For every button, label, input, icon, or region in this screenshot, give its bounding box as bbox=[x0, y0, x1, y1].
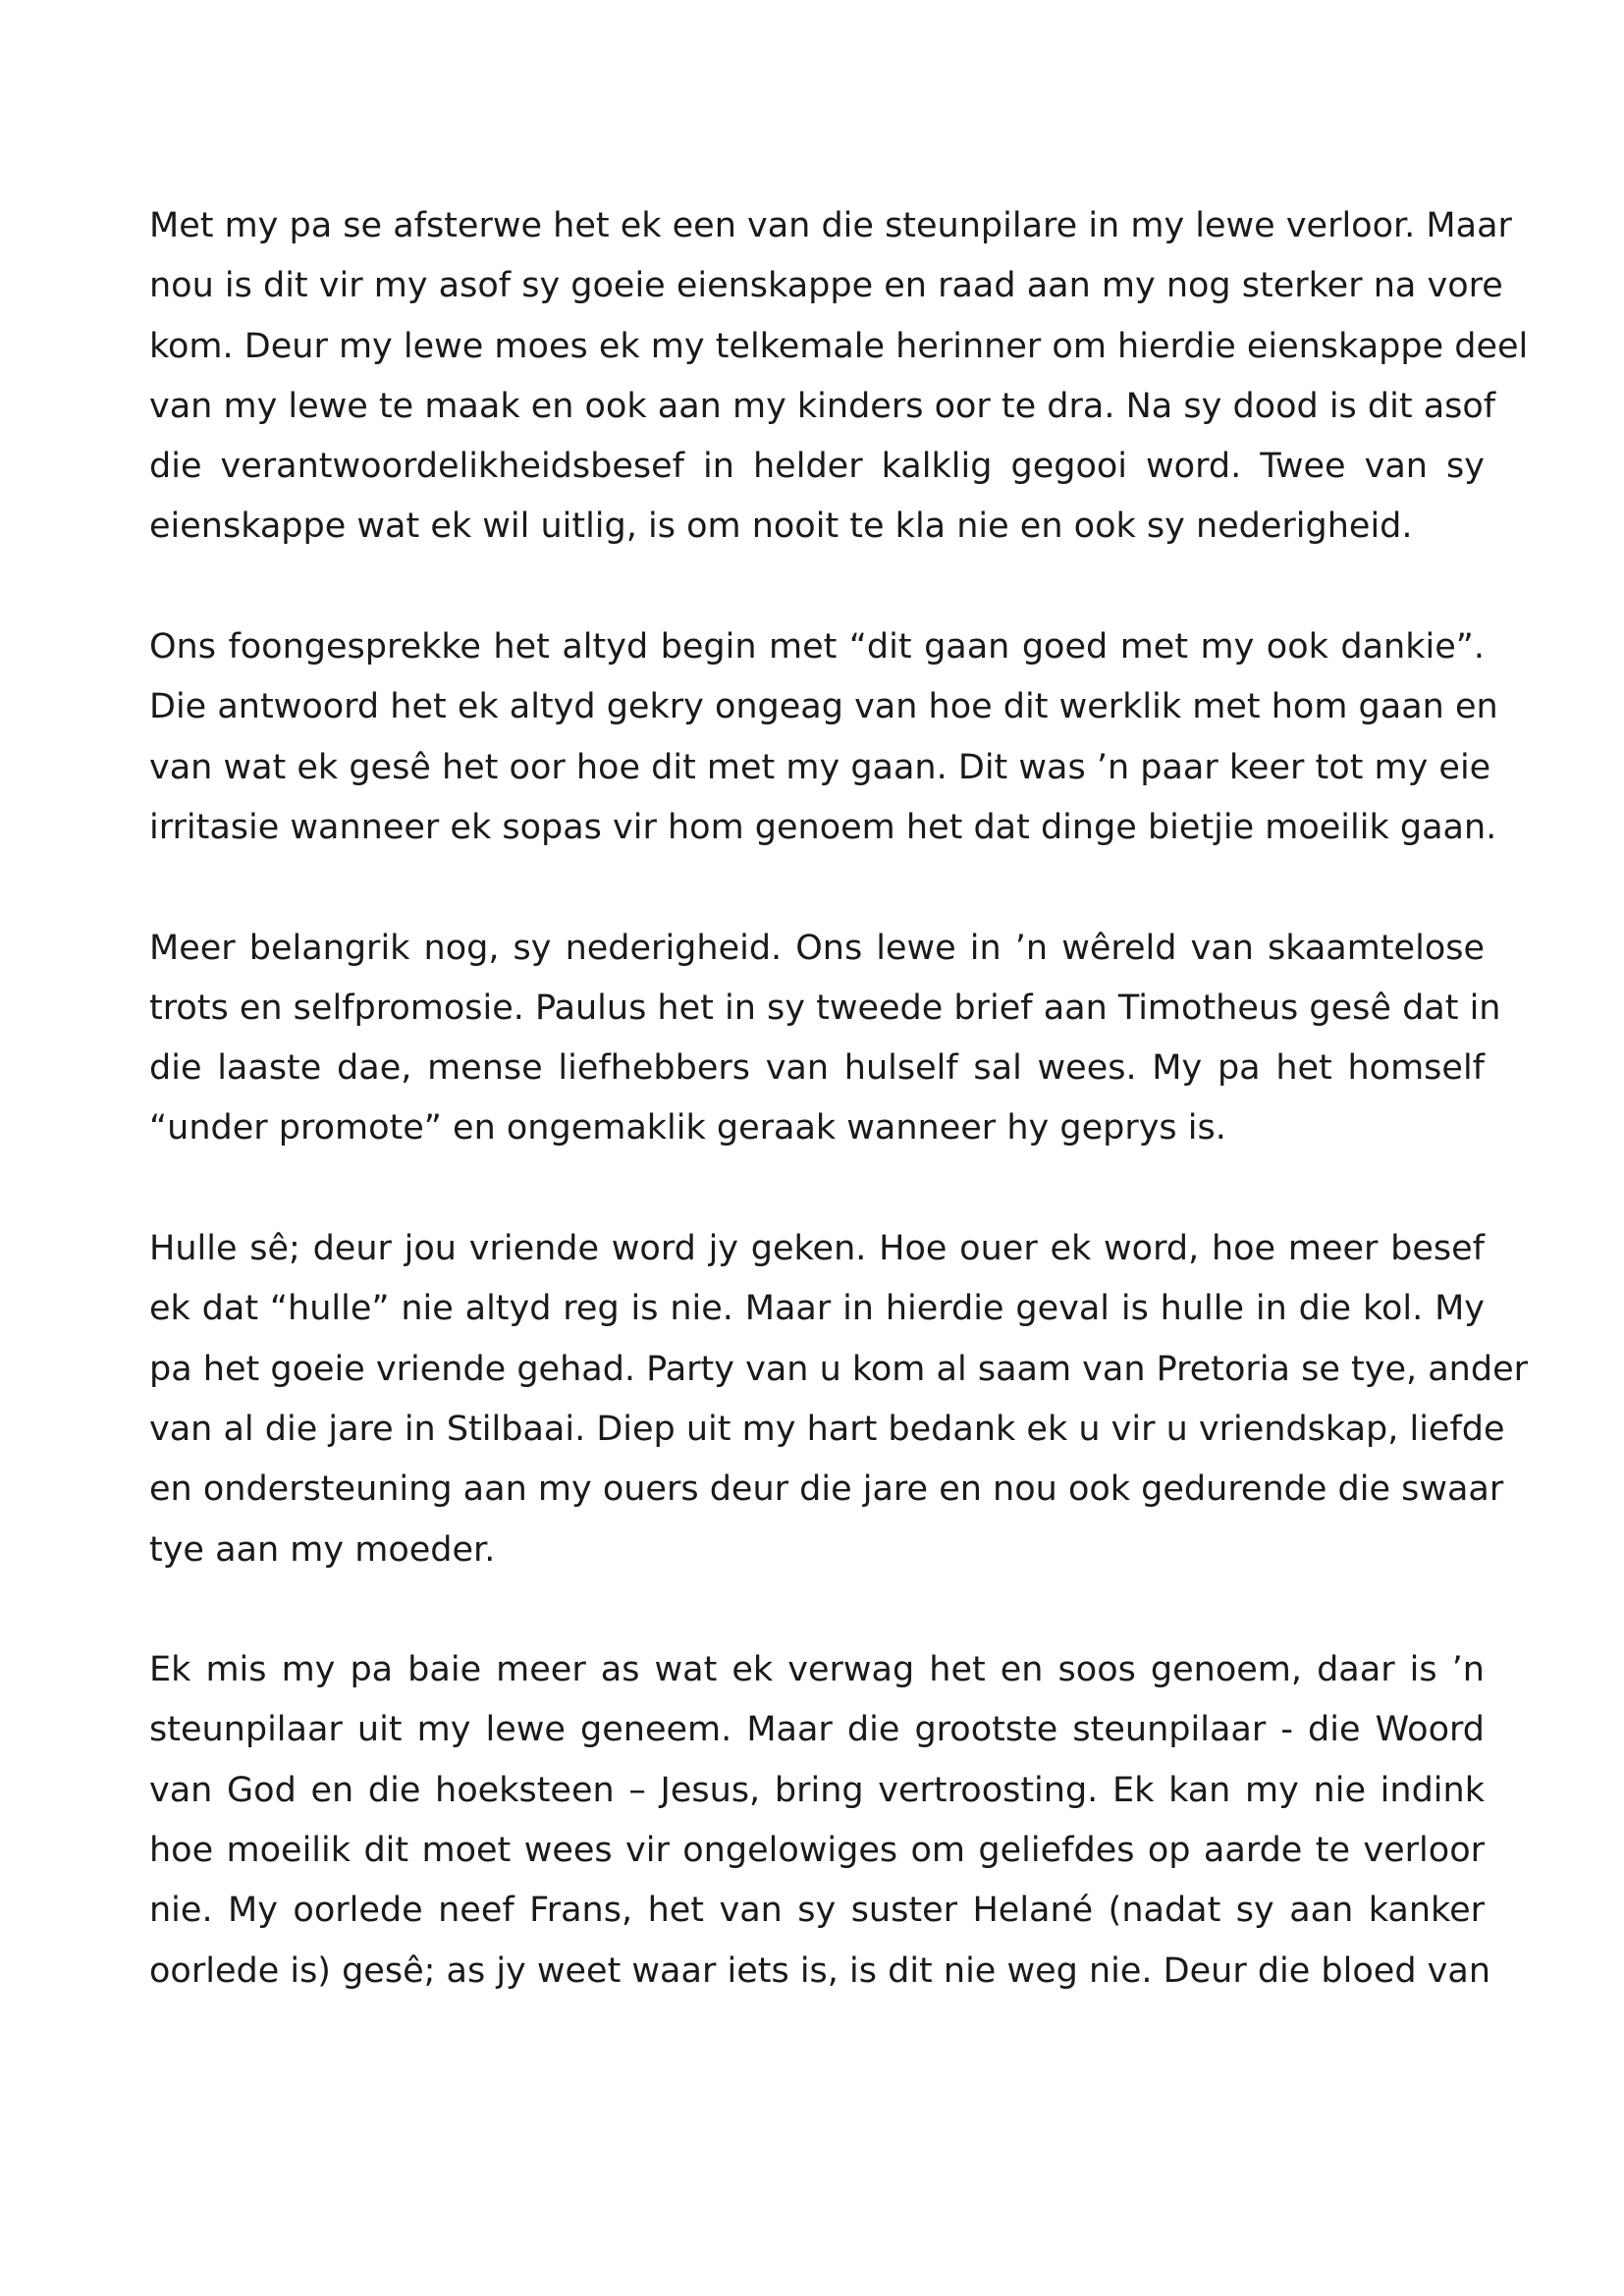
text-line: ek dat “hulle” nie altyd reg is nie. Maar in hierdie geval is hulle in die kol. My bbox=[149, 1289, 1485, 1329]
text-line: pa het goeie vriende gehad. Party van u kom al saam van Pretoria se tye, ander bbox=[149, 1349, 1528, 1389]
text-line: Ons foongesprekke het altyd begin met “dit gaan goed met my ook dankie”. bbox=[149, 627, 1485, 667]
text-line: tye aan my moeder. bbox=[149, 1529, 496, 1570]
paragraph-2 bbox=[149, 617, 1498, 858]
text-line: trots en selfpromosie. Paulus het in sy tweede brief aan Timotheus gesê dat in bbox=[149, 988, 1501, 1028]
text-line: van wat ek gesê het oor hoe dit met my gaan. Dit was ’n paar keer tot my eie bbox=[149, 747, 1491, 787]
text-line: Meer belangrik nog, sy nederigheid. Ons lewe in ’n wêreld van skaamtelose bbox=[149, 928, 1485, 968]
paragraph-4 bbox=[149, 1219, 1528, 1580]
paragraph-1 bbox=[149, 196, 1529, 558]
text-line: Die antwoord het ek altyd gekry ongeag van hoe dit werklik met hom gaan en bbox=[149, 687, 1498, 727]
paragraph-5 bbox=[149, 1640, 1491, 2002]
paragraph-3 bbox=[149, 919, 1501, 1159]
text-line: Ek mis my pa baie meer as wat ek verwag het en soos genoem, daar is ’n bbox=[149, 1650, 1485, 1690]
text-line: nie. My oorlede neef Frans, het van sy suster Helané (nadat sy aan kanker bbox=[149, 1891, 1485, 1931]
text-line: en ondersteuning aan my ouers deur die jare en nou ook gedurende die swaar bbox=[149, 1469, 1504, 1510]
text-line: Met my pa se afsterwe het ek een van die steunpilare in my lewe verloor. Maar bbox=[149, 206, 1512, 245]
text-line: steunpilaar uit my lewe geneem. Maar die grootste steunpilaar - die Woord bbox=[149, 1710, 1485, 1750]
text-line: oorlede is) gesê; as jy weet waar iets is, is dit nie weg nie. Deur die bloed van bbox=[149, 1950, 1491, 1991]
text-line: die laaste dae, mense liefhebbers van hulself sal wees. My pa het homself bbox=[149, 1048, 1485, 1089]
text-line: eienskappe wat ek wil uitlig, is om nooit te kla nie en ook sy nederigheid. bbox=[149, 507, 1413, 547]
text-line: nou is dit vir my asof sy goeie eienskappe en raad aan my nog sterker na vore bbox=[149, 266, 1503, 306]
text-line: van God en die hoeksteen – Jesus, bring vertroosting. Ek kan my nie indink bbox=[149, 1770, 1485, 1810]
text-line: van my lewe te maak en ook aan my kinders oor te dra. Na sy dood is dit asof bbox=[149, 386, 1496, 426]
text-line: Hulle sê; deur jou vriende word jy geken. Hoe ouer ek word, hoe meer besef bbox=[149, 1229, 1485, 1269]
text-line: “under promote” en ongemaklik geraak wanneer hy geprys is. bbox=[149, 1108, 1226, 1148]
document-body bbox=[149, 196, 1529, 2002]
text-line: irritasie wanneer ek sopas vir hom genoem het dat dinge bietjie moeilik gaan. bbox=[149, 807, 1497, 847]
text-line: kom. Deur my lewe moes ek my telkemale herinner om hierdie eienskappe deel bbox=[149, 326, 1529, 366]
text-line: van al die jare in Stilbaai. Diep uit my hart bedank ek u vir u vriendskap, liefde bbox=[149, 1409, 1505, 1449]
text-line: hoe moeilik dit moet wees vir ongelowiges om geliefdes op aarde te verloor bbox=[149, 1831, 1485, 1871]
text-line: die verantwoordelikheidsbesef in helder kalklig gegooi word. Twee van sy bbox=[149, 447, 1485, 487]
